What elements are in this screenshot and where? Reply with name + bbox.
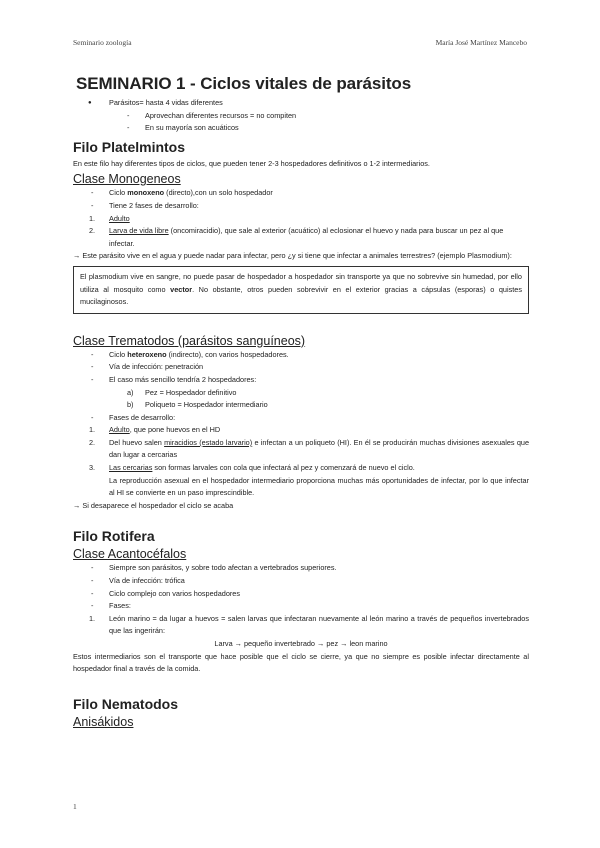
cycle-chain: Larva → pequeño invertebrado → pez → leon marino: [214, 639, 388, 648]
list-item: [73, 225, 529, 250]
subsection-heading-trematodos: [73, 334, 529, 349]
underlined-text: miracidios (estado larvario): [164, 437, 253, 447]
list-item: [73, 213, 529, 226]
list-item: [73, 412, 529, 425]
text: , que pone huevos en el HD: [129, 425, 221, 435]
underlined-text: Las cercarias: [109, 463, 153, 473]
text: El plasmodium vive en sangre, no puede pasar de hospedador a hospedador sin transporte ya que no sobrevive sin humedad, por ello utiliza al mosquito como: [80, 271, 522, 294]
dash-marker: -: [91, 362, 94, 372]
number-marker: 3.: [89, 463, 96, 473]
list-item: [73, 374, 529, 387]
list-item: [73, 187, 529, 200]
note-box: [73, 266, 529, 314]
dash-marker: -: [91, 576, 94, 586]
dash-marker: -: [91, 601, 94, 611]
list-item-text: Fases:: [109, 601, 131, 611]
paragraph: → Si desaparece el hospedador el ciclo se acaba: [73, 500, 234, 510]
section-heading-platelmintos: Filo Platelmintos: [73, 138, 186, 155]
list-item: [73, 97, 529, 110]
paragraph: La reproducción asexual en el hospedador intermediario proporciona muchas más oportunidades de infectar, por lo que infectar al HI se convierte en un paso imprescindible.: [109, 475, 529, 498]
text: Ciclo: [109, 188, 128, 198]
dash-marker: -: [91, 188, 94, 198]
paragraph: En este filo hay diferentes tipos de ciclos, que pueden tener 2-3 hospedadores definitivos o 1-2 intermediarios.: [73, 158, 430, 168]
text: (oncomiracidio), que sale al exterior (acuático) al eclosionar el huevo y nada para buscar un pez al que infectar.: [109, 226, 504, 248]
bold-text: heteroxeno: [127, 349, 167, 359]
list-item: [73, 110, 529, 123]
text: Del huevo salen: [109, 437, 165, 447]
list-item: [73, 613, 529, 638]
list-item-text: Adulto: [109, 213, 130, 223]
text: (indirecto), con varios hospedadores.: [166, 349, 289, 359]
header-right: María José Martínez Mancebo: [435, 38, 527, 47]
text: Ciclo: [109, 349, 128, 359]
list-item-text: El caso más sencillo tendría 2 hospedadores:: [109, 374, 257, 384]
dash-marker: -: [91, 200, 94, 210]
underlined-text: Adulto: [109, 425, 130, 435]
text: e infectan a un poliqueto (HI). En él se producirán muchas divisiones asexuales que dan lugar a cercarias: [109, 437, 530, 460]
subsection-heading-anisakidos: Anisákidos: [73, 714, 134, 729]
list-item: [73, 588, 529, 601]
section-heading-rotifera: Filo Rotifera: [73, 528, 155, 545]
list-item: [73, 424, 529, 437]
bold-text: monoxeno: [127, 188, 165, 198]
list-item: [73, 399, 529, 412]
number-marker: 1.: [89, 613, 96, 623]
list-item-text: Tiene 2 fases de desarrollo:: [109, 200, 199, 210]
page-number: 1: [73, 802, 77, 811]
list-item: [73, 349, 529, 362]
section-heading-nematodos: Filo Nematodos: [73, 695, 179, 712]
letter-marker: b): [127, 400, 134, 410]
dash-marker: -: [127, 123, 130, 133]
text: (directo),con un solo hospedador: [164, 188, 273, 198]
letter-marker: a): [127, 387, 134, 397]
bold-text: vector: [170, 284, 193, 294]
list-item: [73, 462, 529, 475]
number-marker: 2.: [89, 437, 96, 447]
subsection-heading-monogeneos: Clase Monogeneos: [73, 172, 181, 187]
list-item: [73, 437, 529, 462]
list-item-text: Aprovechan diferentes recursos = no compiten: [145, 110, 297, 120]
bullet-marker: ●: [88, 100, 92, 106]
document-body: [73, 72, 529, 730]
header-left: Seminario zoología: [73, 38, 132, 47]
dash-marker: -: [91, 412, 94, 422]
list-item: [73, 600, 529, 613]
heading-underlined: Clase Trematodos: [73, 333, 175, 348]
number-marker: 1.: [89, 213, 96, 223]
paragraph: → Este parásito vive en el agua y puede nadar para infectar, pero ¿y si tiene que infectar a animales terrestres? (ejemplo Plasmodium):: [73, 251, 512, 261]
list-item: [73, 387, 529, 400]
heading-rest: (parásitos sanguíneos): [174, 333, 306, 348]
text: . No obstante, otros pueden sobrevivir en el exterior gracias a cápsulas (esporas) o quistes mucilaginosos.: [80, 284, 522, 307]
text: son formas larvales con cola que infectará al pez y comenzará de nuevo el ciclo.: [152, 463, 415, 473]
list-item-text: León marino = da lugar a huevos = salen larvas que infectaran nuevamente al león marino a través de pequeños invertebrados que las ingerirán:: [109, 613, 529, 636]
dash-marker: -: [91, 588, 94, 598]
list-item-text: Siempre son parásitos, y sobre todo afectan a vertebrados superiores.: [109, 563, 337, 573]
dash-marker: -: [127, 110, 130, 120]
list-item-text: Poliqueto = Hospedador intermediario: [145, 400, 268, 410]
list-item-text: Ciclo complejo con varios hospedadores: [109, 588, 241, 598]
number-marker: 1.: [89, 425, 96, 435]
dash-marker: -: [91, 349, 94, 359]
list-item-text: Vía de infección: penetración: [109, 362, 204, 372]
list-item: [73, 200, 529, 213]
number-marker: 2.: [89, 226, 96, 236]
list-item-text: Parásitos= hasta 4 vidas diferentes: [109, 98, 223, 107]
underlined-text: Larva de vida libre: [109, 226, 169, 236]
list-item: [73, 361, 529, 374]
list-item: [73, 122, 529, 135]
list-item-text: En su mayoría son acuáticos: [145, 123, 239, 133]
subsection-heading-acantocefalos: Clase Acantocéfalos: [73, 547, 187, 562]
paragraph: Estos intermediarios son el transporte que hace posible que el ciclo se cierre, ya que no siempre es posible infectar directamente al hospedador final a través de la comida.: [73, 651, 529, 674]
list-item-text: Vía de infección: trófica: [109, 576, 185, 586]
page-title: SEMINARIO 1 - Ciclos vitales de parásitos: [76, 74, 412, 93]
dash-marker: -: [91, 374, 94, 384]
list-item: [73, 575, 529, 588]
list-item: [73, 562, 529, 575]
dash-marker: -: [91, 563, 94, 573]
list-item-text: Fases de desarrollo:: [109, 412, 176, 422]
list-item-text: Pez = Hospedador definitivo: [145, 387, 237, 397]
